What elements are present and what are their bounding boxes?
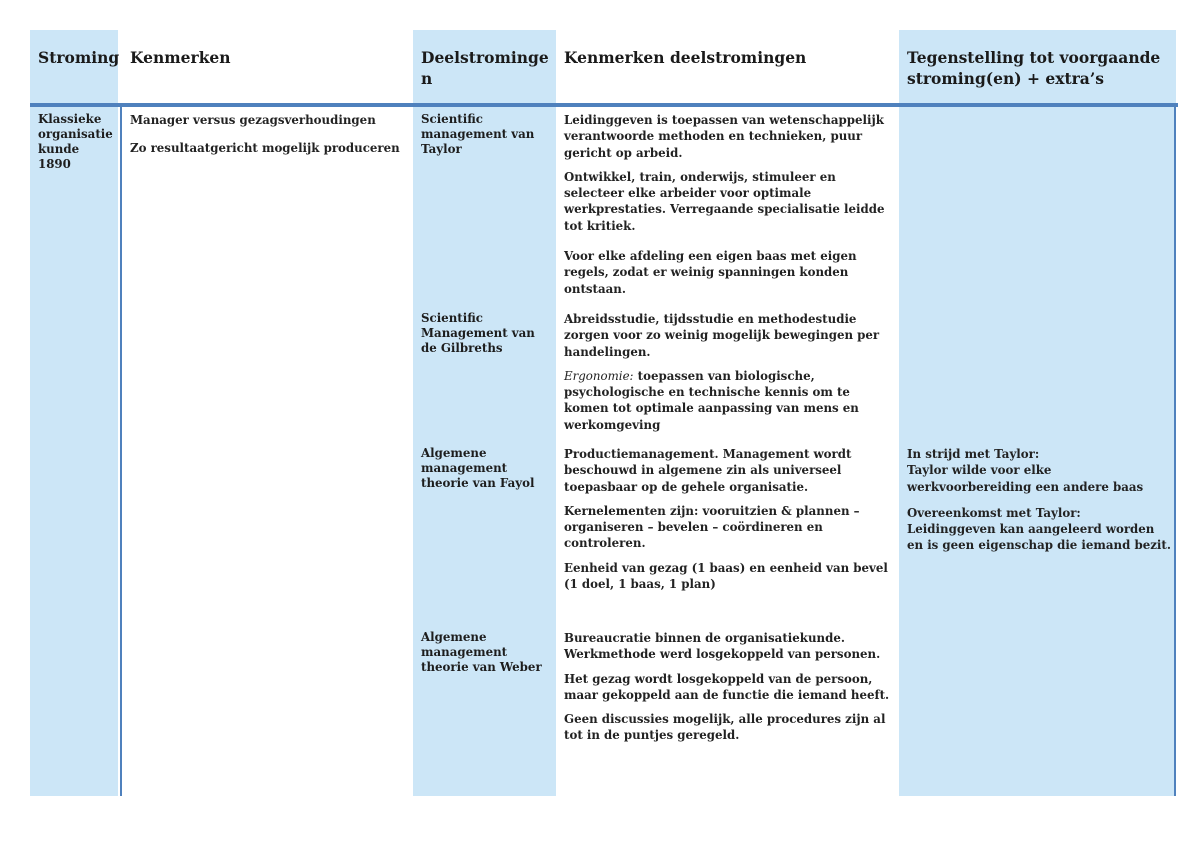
header-stroming: Stroming bbox=[38, 48, 120, 67]
header-deelstromingen: Deelstrominge n bbox=[421, 48, 549, 88]
deelstroming-kenmerken: Productiemanagement. Management wordt beschouwd in algemene zin als universeel toepasbaar op de gehele organisatie. Kernelementen zijn: vooruitzien & plannen – organiseren – bevelen – coördineren en controleren. Eenheid van gezag (1 baas) en eenheid van bevel (1 doel, 1 baas, 1 plan) bbox=[564, 447, 888, 592]
stroming-name: Klassieke organisatie kunde 1890 bbox=[38, 112, 113, 171]
header-rule bbox=[30, 103, 1178, 107]
deelstroming-kenmerken: Leidinggeven is toepassen van wetenschappelijk verantwoorde methoden en technieken, puur gericht op arbeid. Ontwikkel, train, onderwijs, stimuleer en selecteer elke arbeider voor optimale werkprestaties. Verregaande specialisatie leidde tot kritiek. Voor elke afdeling een eigen baas met eigen regels, zodat er weinig spanningen konden ontstaan. bbox=[564, 113, 885, 296]
tegenstelling-cell: In strijd met Taylor: Taylor wilde voor elke werkvoorbereiding een andere baas Overeenkomst met Taylor: Leidinggeven kan aangeleerd worden en is geen eigenschap die iemand bezit. bbox=[907, 447, 1171, 553]
header-tegenstelling: Tegenstelling tot voorgaande stroming(en) + extra’s bbox=[907, 48, 1161, 88]
deelstroming-name: Algemene management theorie van Fayol bbox=[421, 446, 535, 490]
kenmerk-item: Manager versus gezagsverhoudingen bbox=[130, 113, 376, 127]
header-kenmerken: Kenmerken bbox=[130, 48, 231, 67]
deelstroming-kenmerken: Abreidsstudie, tijdsstudie en methodestudie zorgen voor zo weinig mogelijk bewegingen per handelingen. Ergonomie: toepassen van biologische, psychologische en technische kennis om te komen tot optimale aanpassing van mens en werkomgeving bbox=[564, 312, 880, 432]
header-kenmerken-deelstromingen: Kenmerken deelstromingen bbox=[564, 48, 807, 67]
kenmerken-list bbox=[130, 112, 410, 165]
kenmerk-item: Zo resultaatgericht mogelijk produceren bbox=[130, 141, 400, 156]
column-divider bbox=[1174, 107, 1176, 796]
deelstroming-name: Scientific Management van de Gilbreths bbox=[421, 311, 535, 355]
ergonomie-term: Ergonomie: bbox=[564, 368, 634, 383]
tegenstelling-column-bg bbox=[899, 30, 1176, 796]
deelstroming-name: Scientific management van Taylor bbox=[421, 112, 535, 156]
deelstroming-name: Algemene management theorie van Weber bbox=[421, 630, 542, 674]
column-divider bbox=[120, 107, 122, 796]
deelstroming-kenmerken: Bureaucratie binnen de organisatiekunde. Werkmethode werd losgekoppeld van personen. Het gezag wordt losgekoppeld van de persoon, maar gekoppeld aan de functie die iemand heeft. Geen discussies mogelijk, alle procedures zijn al tot in de puntjes geregeld. bbox=[564, 631, 890, 743]
